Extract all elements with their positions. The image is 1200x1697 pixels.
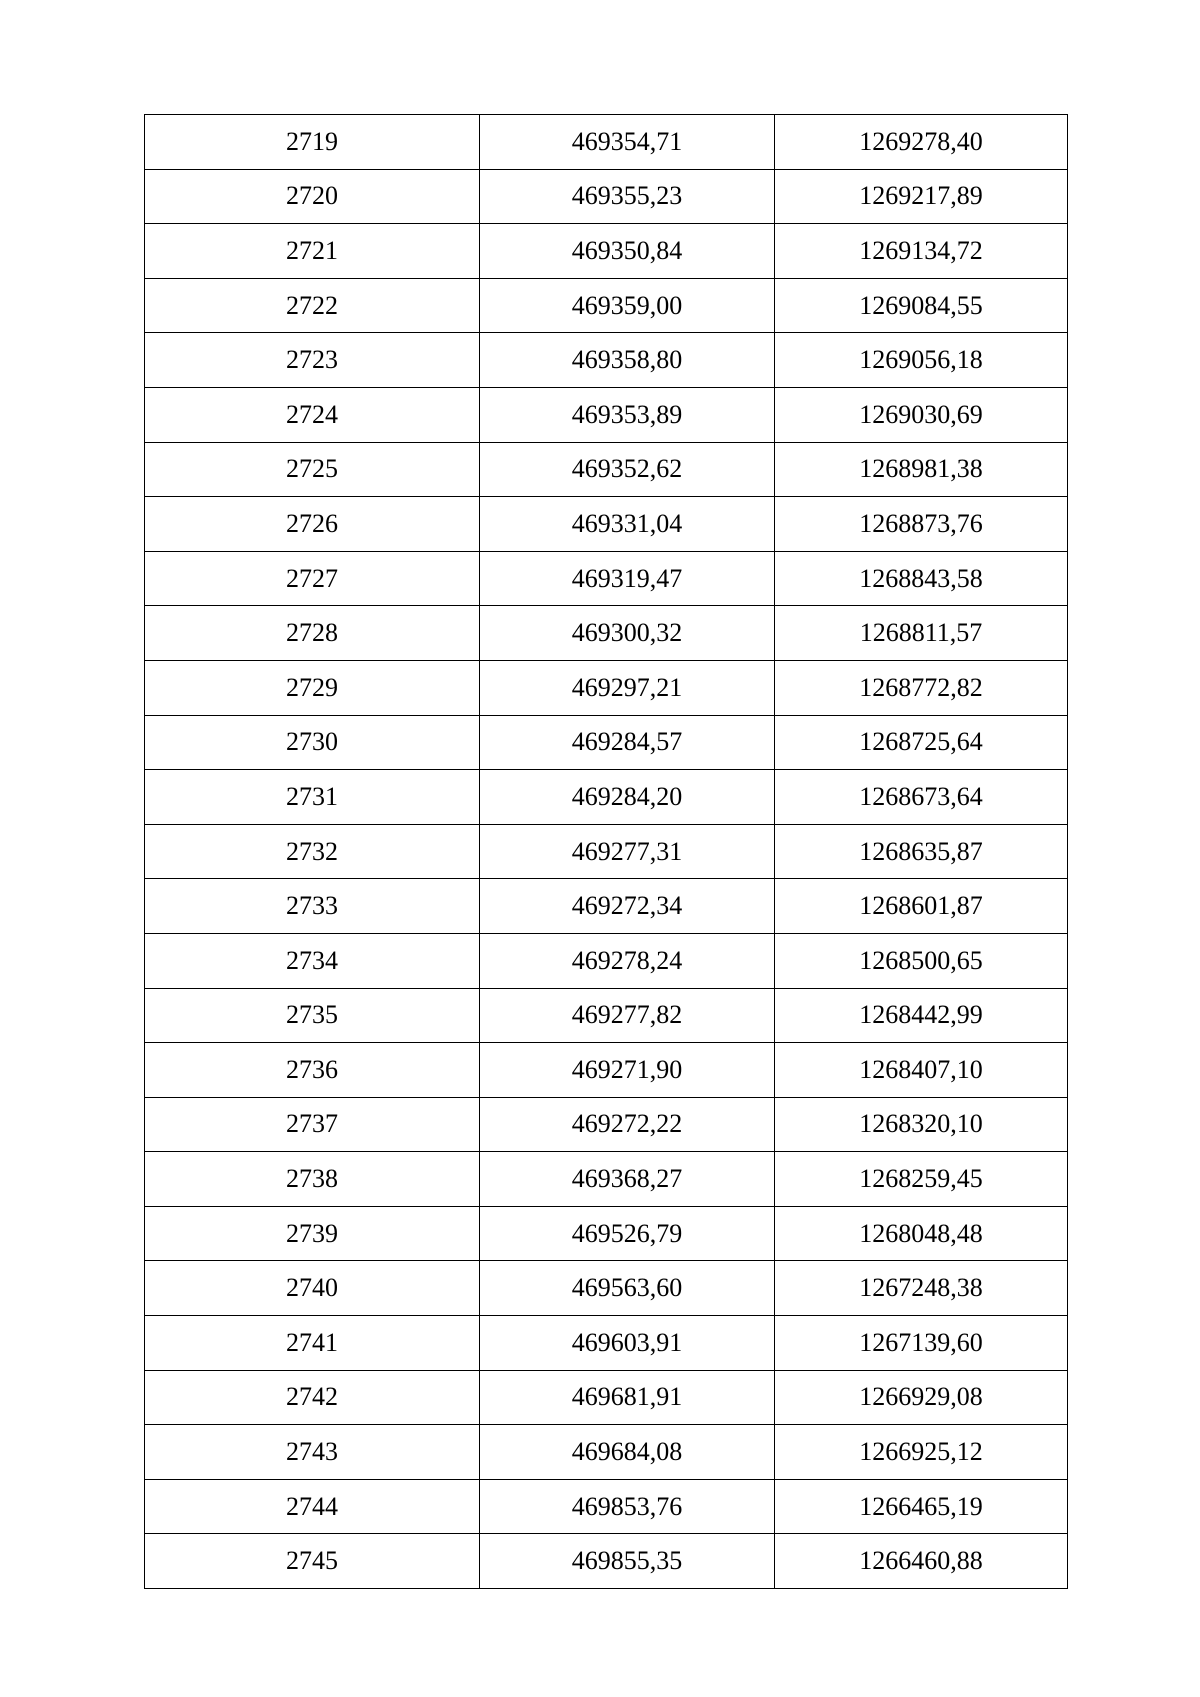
table-row <box>145 1043 1068 1098</box>
table-row <box>145 988 1068 1043</box>
point-number-cell: 2743 <box>145 1425 480 1480</box>
table-row <box>145 660 1068 715</box>
table-row <box>145 1097 1068 1152</box>
table-row <box>145 115 1068 170</box>
point-number-cell: 2727 <box>145 551 480 606</box>
table-row <box>145 1370 1068 1425</box>
x-coordinate-cell: 469368,27 <box>480 1152 775 1207</box>
y-coordinate-cell: 1268981,38 <box>775 442 1068 497</box>
point-number-cell: 2728 <box>145 606 480 661</box>
y-coordinate-cell: 1268442,99 <box>775 988 1068 1043</box>
y-coordinate-cell: 1268811,57 <box>775 606 1068 661</box>
table-row <box>145 933 1068 988</box>
x-coordinate-cell: 469563,60 <box>480 1261 775 1316</box>
x-coordinate-cell: 469331,04 <box>480 497 775 552</box>
point-number-cell: 2741 <box>145 1316 480 1371</box>
y-coordinate-cell: 1268320,10 <box>775 1097 1068 1152</box>
x-coordinate-cell: 469278,24 <box>480 933 775 988</box>
y-coordinate-cell: 1268601,87 <box>775 879 1068 934</box>
y-coordinate-cell: 1266460,88 <box>775 1534 1068 1589</box>
table-row <box>145 442 1068 497</box>
table-row <box>145 715 1068 770</box>
y-coordinate-cell: 1267248,38 <box>775 1261 1068 1316</box>
point-number-cell: 2730 <box>145 715 480 770</box>
point-number-cell: 2726 <box>145 497 480 552</box>
x-coordinate-cell: 469271,90 <box>480 1043 775 1098</box>
x-coordinate-cell: 469354,71 <box>480 115 775 170</box>
y-coordinate-cell: 1268725,64 <box>775 715 1068 770</box>
point-number-cell: 2742 <box>145 1370 480 1425</box>
table-row <box>145 1425 1068 1480</box>
table-row <box>145 1206 1068 1261</box>
x-coordinate-cell: 469297,21 <box>480 660 775 715</box>
coordinates-table-body <box>145 115 1068 1589</box>
x-coordinate-cell: 469853,76 <box>480 1479 775 1534</box>
y-coordinate-cell: 1268772,82 <box>775 660 1068 715</box>
table-row <box>145 879 1068 934</box>
table-row <box>145 606 1068 661</box>
y-coordinate-cell: 1269278,40 <box>775 115 1068 170</box>
y-coordinate-cell: 1268407,10 <box>775 1043 1068 1098</box>
point-number-cell: 2725 <box>145 442 480 497</box>
point-number-cell: 2745 <box>145 1534 480 1589</box>
point-number-cell: 2740 <box>145 1261 480 1316</box>
x-coordinate-cell: 469681,91 <box>480 1370 775 1425</box>
y-coordinate-cell: 1266929,08 <box>775 1370 1068 1425</box>
point-number-cell: 2734 <box>145 933 480 988</box>
x-coordinate-cell: 469353,89 <box>480 387 775 442</box>
table-row <box>145 278 1068 333</box>
table-row <box>145 387 1068 442</box>
x-coordinate-cell: 469284,57 <box>480 715 775 770</box>
x-coordinate-cell: 469352,62 <box>480 442 775 497</box>
point-number-cell: 2732 <box>145 824 480 879</box>
table-row <box>145 224 1068 279</box>
y-coordinate-cell: 1268673,64 <box>775 770 1068 825</box>
y-coordinate-cell: 1269084,55 <box>775 278 1068 333</box>
point-number-cell: 2720 <box>145 169 480 224</box>
table-row <box>145 1152 1068 1207</box>
x-coordinate-cell: 469300,32 <box>480 606 775 661</box>
x-coordinate-cell: 469526,79 <box>480 1206 775 1261</box>
point-number-cell: 2744 <box>145 1479 480 1534</box>
x-coordinate-cell: 469603,91 <box>480 1316 775 1371</box>
table-row <box>145 169 1068 224</box>
x-coordinate-cell: 469284,20 <box>480 770 775 825</box>
point-number-cell: 2721 <box>145 224 480 279</box>
x-coordinate-cell: 469277,82 <box>480 988 775 1043</box>
table-row <box>145 1534 1068 1589</box>
point-number-cell: 2719 <box>145 115 480 170</box>
y-coordinate-cell: 1268500,65 <box>775 933 1068 988</box>
table-row <box>145 333 1068 388</box>
point-number-cell: 2738 <box>145 1152 480 1207</box>
y-coordinate-cell: 1268635,87 <box>775 824 1068 879</box>
point-number-cell: 2733 <box>145 879 480 934</box>
table-row <box>145 1479 1068 1534</box>
table-row <box>145 770 1068 825</box>
x-coordinate-cell: 469359,00 <box>480 278 775 333</box>
point-number-cell: 2724 <box>145 387 480 442</box>
table-row <box>145 1261 1068 1316</box>
y-coordinate-cell: 1268048,48 <box>775 1206 1068 1261</box>
x-coordinate-cell: 469684,08 <box>480 1425 775 1480</box>
x-coordinate-cell: 469272,22 <box>480 1097 775 1152</box>
y-coordinate-cell: 1266465,19 <box>775 1479 1068 1534</box>
x-coordinate-cell: 469358,80 <box>480 333 775 388</box>
y-coordinate-cell: 1266925,12 <box>775 1425 1068 1480</box>
x-coordinate-cell: 469272,34 <box>480 879 775 934</box>
x-coordinate-cell: 469350,84 <box>480 224 775 279</box>
y-coordinate-cell: 1268843,58 <box>775 551 1068 606</box>
point-number-cell: 2739 <box>145 1206 480 1261</box>
point-number-cell: 2731 <box>145 770 480 825</box>
table-row <box>145 551 1068 606</box>
point-number-cell: 2722 <box>145 278 480 333</box>
y-coordinate-cell: 1268873,76 <box>775 497 1068 552</box>
point-number-cell: 2729 <box>145 660 480 715</box>
x-coordinate-cell: 469855,35 <box>480 1534 775 1589</box>
point-number-cell: 2723 <box>145 333 480 388</box>
table-row <box>145 497 1068 552</box>
point-number-cell: 2735 <box>145 988 480 1043</box>
x-coordinate-cell: 469277,31 <box>480 824 775 879</box>
y-coordinate-cell: 1269134,72 <box>775 224 1068 279</box>
coordinates-table <box>144 114 1068 1589</box>
y-coordinate-cell: 1269217,89 <box>775 169 1068 224</box>
table-row <box>145 824 1068 879</box>
table-row <box>145 1316 1068 1371</box>
y-coordinate-cell: 1269056,18 <box>775 333 1068 388</box>
y-coordinate-cell: 1269030,69 <box>775 387 1068 442</box>
point-number-cell: 2737 <box>145 1097 480 1152</box>
y-coordinate-cell: 1268259,45 <box>775 1152 1068 1207</box>
y-coordinate-cell: 1267139,60 <box>775 1316 1068 1371</box>
x-coordinate-cell: 469319,47 <box>480 551 775 606</box>
x-coordinate-cell: 469355,23 <box>480 169 775 224</box>
point-number-cell: 2736 <box>145 1043 480 1098</box>
